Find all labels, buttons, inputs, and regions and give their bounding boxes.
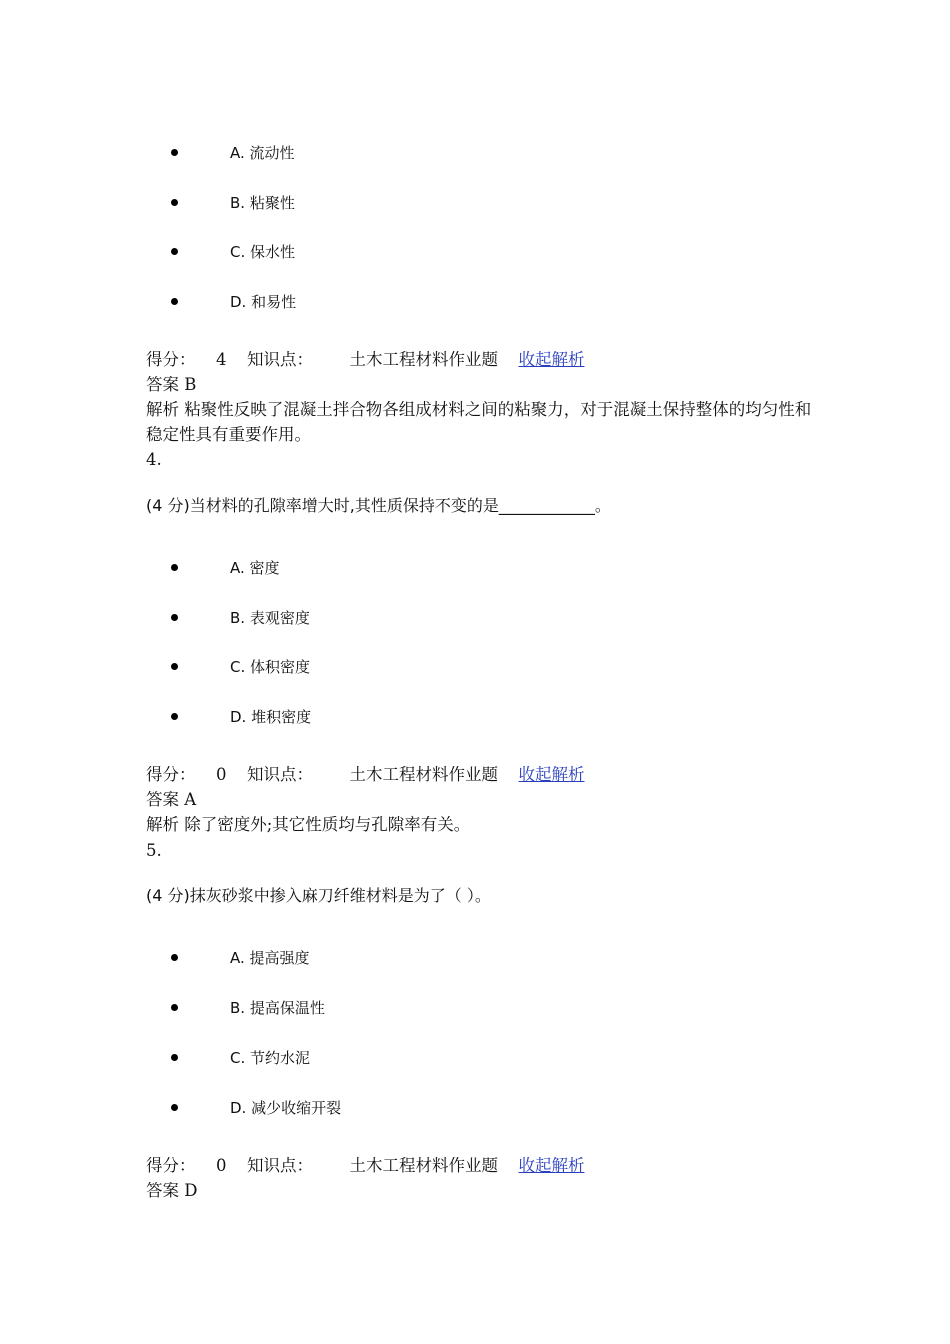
knowledge-label: 知识点： (247, 350, 313, 369)
q3-option-a[interactable] (0, 141, 700, 165)
knowledge-label: 知识点： (247, 1156, 313, 1175)
option-label: C. 保水性 (230, 243, 296, 261)
q4-number: 4. (146, 450, 162, 469)
collapse-analysis-link[interactable]: 收起解析 (518, 350, 585, 369)
q4-option-b[interactable] (0, 606, 700, 630)
score-label: 得分： (146, 765, 196, 784)
analysis-label: 解析 (146, 815, 179, 834)
q3-option-b[interactable] (0, 191, 700, 215)
q3-score-line (146, 347, 826, 372)
bullet-icon (171, 954, 178, 961)
knowledge-value: 土木工程材料作业题 (349, 765, 498, 784)
answer-label: 答案 (146, 1181, 179, 1200)
q5-question: (4 分)抹灰砂浆中掺入麻刀纤维材料是为了（ ）。 (146, 886, 491, 905)
bullet-icon (171, 1054, 178, 1061)
q4-answer-line (146, 787, 826, 812)
answer-value: B (184, 375, 197, 394)
score-label: 得分： (146, 350, 196, 369)
q4-question: (4 分)当材料的孔隙率增大时,其性质保持不变的是____________。 (146, 496, 611, 515)
analysis-text: 粘聚性反映了混凝土拌合物各组成材料之间的粘聚力，对于混凝土保持整体的均匀性和稳定性具有重要作用。 (146, 400, 812, 444)
bullet-icon (171, 1104, 178, 1111)
option-label: B. 粘聚性 (230, 194, 295, 212)
knowledge-label: 知识点： (247, 765, 313, 784)
analysis-label: 解析 (146, 400, 179, 419)
analysis-text: 除了密度外;其它性质均与孔隙率有关。 (184, 815, 471, 834)
q3-analysis-line (146, 397, 816, 447)
option-label: B. 提高保温性 (230, 999, 325, 1017)
bullet-icon (171, 298, 178, 305)
score-value: 0 (216, 765, 227, 784)
bullet-icon (171, 614, 178, 621)
q3-option-c[interactable] (0, 240, 700, 264)
score-value: 0 (216, 1156, 227, 1175)
q3-answer-line (146, 372, 826, 397)
bullet-icon (171, 248, 178, 255)
q5-answer-line (146, 1178, 826, 1203)
answer-label: 答案 (146, 790, 179, 809)
option-label: D. 减少收缩开裂 (230, 1099, 342, 1117)
knowledge-value: 土木工程材料作业题 (349, 1156, 498, 1175)
q4-option-c[interactable] (0, 655, 700, 679)
option-label: D. 和易性 (230, 293, 297, 311)
option-label: A. 提高强度 (230, 949, 310, 967)
q3-option-d[interactable] (0, 290, 700, 314)
answer-label: 答案 (146, 375, 179, 394)
option-label: A. 流动性 (230, 144, 295, 162)
q5-option-c[interactable] (0, 1046, 700, 1070)
collapse-analysis-link[interactable]: 收起解析 (518, 765, 585, 784)
knowledge-value: 土木工程材料作业题 (349, 350, 498, 369)
option-label: A. 密度 (230, 559, 280, 577)
answer-value: D (184, 1181, 198, 1200)
bullet-icon (171, 149, 178, 156)
option-label: C. 体积密度 (230, 658, 311, 676)
q5-score-line (146, 1153, 826, 1178)
q5-number: 5. (146, 841, 162, 860)
collapse-analysis-link[interactable]: 收起解析 (518, 1156, 585, 1175)
q5-option-b[interactable] (0, 996, 700, 1020)
q4-option-a[interactable] (0, 556, 700, 580)
q5-option-a[interactable] (0, 946, 700, 970)
answer-value: A (184, 790, 197, 809)
bullet-icon (171, 564, 178, 571)
bullet-icon (171, 1004, 178, 1011)
score-label: 得分： (146, 1156, 196, 1175)
score-value: 4 (216, 350, 227, 369)
q5-option-d[interactable] (0, 1096, 700, 1120)
q4-analysis-line (146, 812, 826, 837)
bullet-icon (171, 199, 178, 206)
option-label: C. 节约水泥 (230, 1049, 311, 1067)
bullet-icon (171, 663, 178, 670)
option-label: D. 堆积密度 (230, 708, 312, 726)
q4-score-line (146, 762, 826, 787)
q4-option-d[interactable] (0, 705, 700, 729)
bullet-icon (171, 713, 178, 720)
option-label: B. 表观密度 (230, 609, 310, 627)
